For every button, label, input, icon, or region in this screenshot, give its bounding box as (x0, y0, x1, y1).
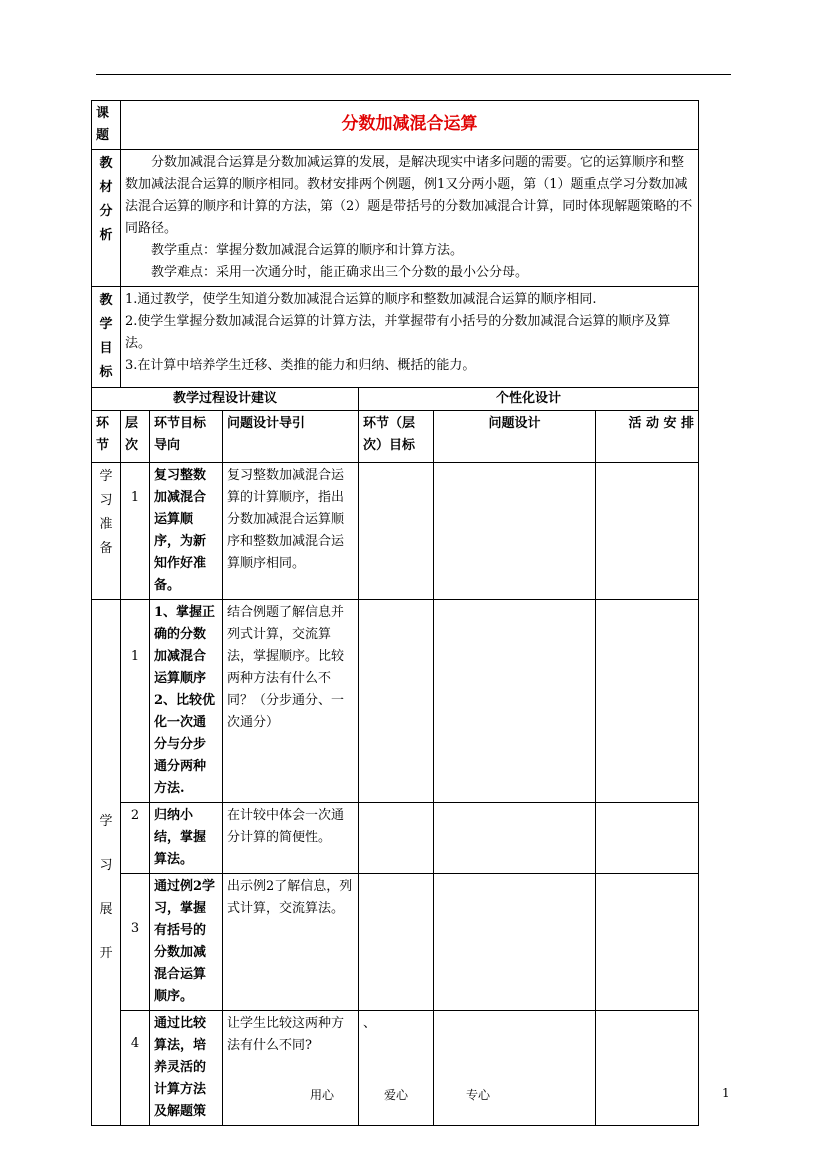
empty-cell (434, 803, 596, 874)
empty-cell (434, 600, 596, 803)
analysis-text: 分数加减混合运算是分数加减运算的发展，是解决现实中诸多问题的需要。它的运算顺序和整数加减法混合运算的顺序相同。教材安排两个例题，例1又分两小题，第（1）题重点学习分数加减法混合运算的顺序和计算的方法，第（2）题是带括号的分数加减混合计算，同时体现解题策略的不同路径。 (125, 155, 693, 236)
empty-cell (434, 1011, 596, 1126)
stage-prep-label: 学 习 准 备 (92, 463, 121, 600)
footer-item: 用心 (310, 1088, 335, 1102)
stage-expand-label: 学 习 展 开 (92, 600, 121, 1126)
level-cell: 4 (121, 1011, 150, 1126)
empty-cell (359, 803, 434, 874)
guide-cell: 让学生比较这两种方法有什么不同? (223, 1011, 359, 1126)
goal-cell: 归纳小结，掌握算法。 (150, 803, 223, 874)
footer-item: 爱心 (384, 1088, 409, 1102)
key-point: 教学重点：掌握分数加减混合运算的顺序和计算方法。 (151, 243, 464, 258)
guide-cell: 在计较中体会一次通分计算的简便性。 (223, 803, 359, 874)
lesson-title: 分数加减混合运算 (341, 114, 478, 134)
empty-cell (359, 600, 434, 803)
goal-item: 1.通过教学，使学生知道分数加减混合运算的顺序和整数加减混合运算的顺序相同. (125, 292, 597, 307)
level-cell: 2 (121, 803, 150, 874)
process-header: 教学过程设计建议 (92, 388, 359, 411)
lesson-plan-table (91, 100, 699, 1126)
col-header-stage-goal: 环节（层次）目标 (359, 411, 434, 463)
col-header-goal: 环节目标导向 (150, 411, 223, 463)
col-header-question-design: 问题设计 (434, 411, 596, 463)
guide-cell: 复习整数加减混合运算的计算顺序，指出分数加减混合运算顺序和整数加减混合运算顺序相同。 (223, 463, 359, 600)
analysis-content (121, 150, 699, 287)
empty-cell (596, 463, 699, 600)
col-header-stage: 环节 (92, 411, 121, 463)
col-header-guide: 问题设计导引 (223, 411, 359, 463)
empty-cell (596, 1011, 699, 1126)
empty-cell (434, 874, 596, 1011)
topic-label: 课题 (92, 101, 121, 150)
col-header-level: 层次 (121, 411, 150, 463)
footer-item: 专心 (466, 1088, 491, 1102)
empty-cell (596, 803, 699, 874)
design-cell: 、 (359, 1011, 434, 1126)
goal-cell: 复习整数加减混合运算顺序，为新知作好准备。 (150, 463, 223, 600)
guide-cell: 出示例2了解信息，列式计算，交流算法。 (223, 874, 359, 1011)
difficulty: 教学难点：采用一次通分时，能正确求出三个分数的最小公分母。 (151, 265, 529, 280)
empty-cell (596, 600, 699, 803)
guide-cell: 结合例题了解信息并列式计算，交流算法，掌握顺序。比较两种方法有什么不同？（分步通分、一次通分） (223, 600, 359, 803)
lesson-title-cell (121, 101, 699, 150)
page-number: 1 (722, 1086, 730, 1100)
personal-design-header: 个性化设计 (359, 388, 699, 411)
level-cell: 3 (121, 874, 150, 1011)
empty-cell (434, 463, 596, 600)
level-cell: 1 (121, 600, 150, 803)
header-rule (96, 74, 731, 75)
goal-item: 3.在计算中培养学生迁移、类推的能力和归纳、概括的能力。 (125, 358, 476, 373)
empty-cell (596, 874, 699, 1011)
analysis-label: 教 材 分 析 (92, 150, 121, 287)
goal-label: 教 学 目 标 (92, 287, 121, 388)
goals-content (121, 287, 699, 388)
empty-cell (359, 874, 434, 1011)
goal-cell: 通过比较算法，培养灵活的计算方法及解题策 (150, 1011, 223, 1126)
goal-cell: 通过例2学习，掌握有括号的分数加减混合运算顺序。 (150, 874, 223, 1011)
level-cell: 1 (121, 463, 150, 600)
col-header-activity: 活 动 安 排 (596, 411, 699, 463)
goal-cell: 1、掌握正确的分数加减混合运算顺序2、比较优化一次通分与分步通分两种方法. (150, 600, 223, 803)
goal-item: 2.使学生掌握分数加减混合运算的计算方法，并掌握带有小括号的分数加减混合运算的顺序及算法。 (125, 314, 671, 351)
empty-cell (359, 463, 434, 600)
